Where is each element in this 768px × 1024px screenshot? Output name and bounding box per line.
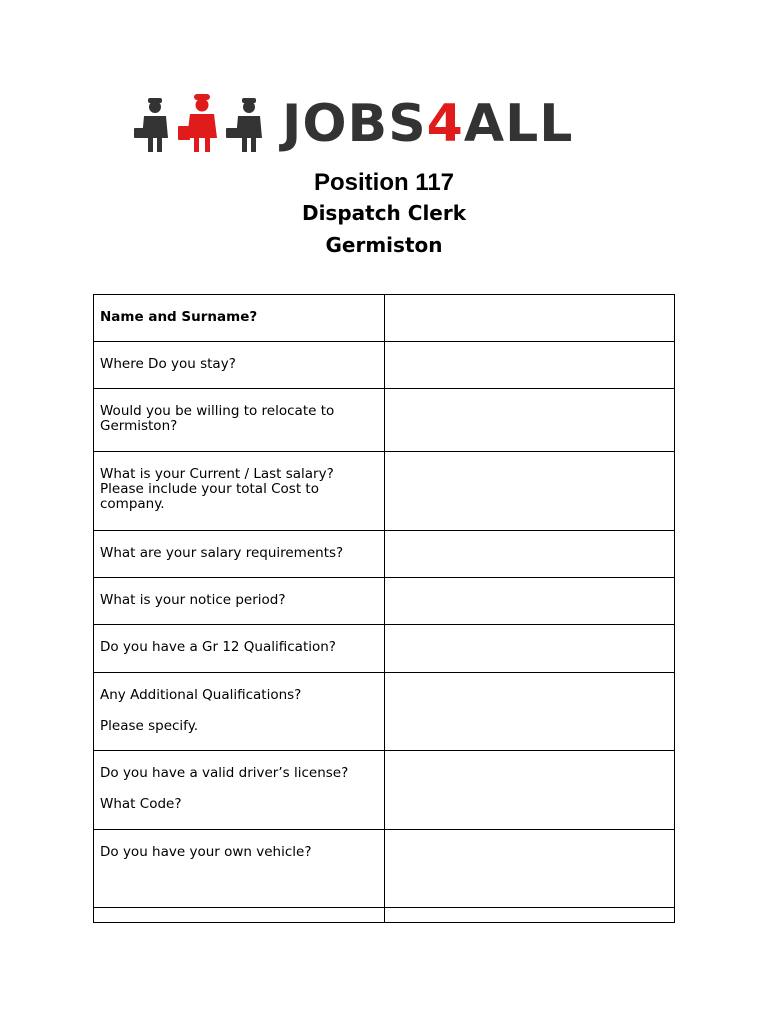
answer-cell[interactable]	[385, 531, 675, 578]
table-row	[94, 531, 675, 578]
question-cell	[94, 751, 385, 830]
answer-cell[interactable]	[385, 295, 675, 342]
table-row	[94, 578, 675, 625]
question-label: Would you be willing to relocate to Germiston?	[100, 403, 335, 434]
question-sublabel: What Code?	[100, 796, 182, 812]
logo-text-4: 4	[426, 94, 464, 154]
question-cell	[94, 295, 385, 342]
question-label: Name and Surname?	[100, 309, 258, 325]
answer-value[interactable]	[385, 452, 674, 467]
table-row	[94, 830, 675, 908]
question-cell	[94, 908, 385, 923]
logo-text-jobs: JOBS	[282, 94, 427, 154]
table-row	[94, 295, 675, 342]
answer-value[interactable]	[385, 625, 674, 640]
position-title: Position 117	[313, 169, 455, 196]
question-cell	[94, 342, 385, 389]
answer-value[interactable]	[385, 751, 674, 766]
question-block	[94, 673, 384, 734]
question-label: Do you have a Gr 12 Qualification?	[100, 639, 336, 655]
job-title: Dispatch Clerk	[301, 201, 467, 225]
question-block	[94, 751, 384, 812]
answer-cell[interactable]	[385, 908, 675, 923]
table-row	[94, 673, 675, 751]
table-row	[94, 452, 675, 531]
question-cell	[94, 830, 385, 908]
question-label: Any Additional Qualifications?	[100, 687, 302, 703]
question-label: What are your salary requirements?	[100, 545, 344, 561]
logo-wordmark	[282, 96, 573, 156]
question-cell	[94, 673, 385, 751]
answer-value[interactable]	[385, 295, 674, 310]
table-row	[94, 625, 675, 673]
workers-icon	[132, 94, 272, 154]
question-label: Do you have your own vehicle?	[100, 844, 312, 860]
answer-cell[interactable]	[385, 751, 675, 830]
answer-cell[interactable]	[385, 452, 675, 531]
question-sublabel: Please specify.	[100, 718, 199, 734]
question-cell	[94, 531, 385, 578]
answer-value[interactable]	[385, 389, 674, 404]
table-row	[94, 751, 675, 830]
table-row	[94, 389, 675, 452]
question-cell	[94, 578, 385, 625]
question-cell	[94, 625, 385, 673]
answer-cell[interactable]	[385, 578, 675, 625]
answer-cell[interactable]	[385, 830, 675, 908]
answer-cell[interactable]	[385, 342, 675, 389]
answer-value[interactable]	[385, 342, 674, 357]
answer-value[interactable]	[385, 830, 674, 845]
answer-cell[interactable]	[385, 389, 675, 452]
logo-text-all: ALL	[463, 94, 574, 154]
question-cell	[94, 389, 385, 452]
answer-cell[interactable]	[385, 673, 675, 751]
answer-value[interactable]	[385, 531, 674, 546]
question-label: Where Do you stay?	[100, 356, 236, 372]
answer-cell[interactable]	[385, 625, 675, 673]
question-label: What is your Current / Last salary? Please include your total Cost to company.	[100, 466, 334, 512]
table-row	[94, 908, 675, 923]
application-form-table	[93, 294, 675, 923]
jobs4all-logo	[132, 94, 638, 154]
question-label: What is your notice period?	[100, 592, 286, 608]
answer-value[interactable]	[385, 578, 674, 593]
question-label: Do you have a valid driver’s license?	[100, 765, 349, 781]
table-row	[94, 342, 675, 389]
job-location: Germiston	[325, 233, 443, 257]
question-cell	[94, 452, 385, 531]
answer-value[interactable]	[385, 673, 674, 688]
